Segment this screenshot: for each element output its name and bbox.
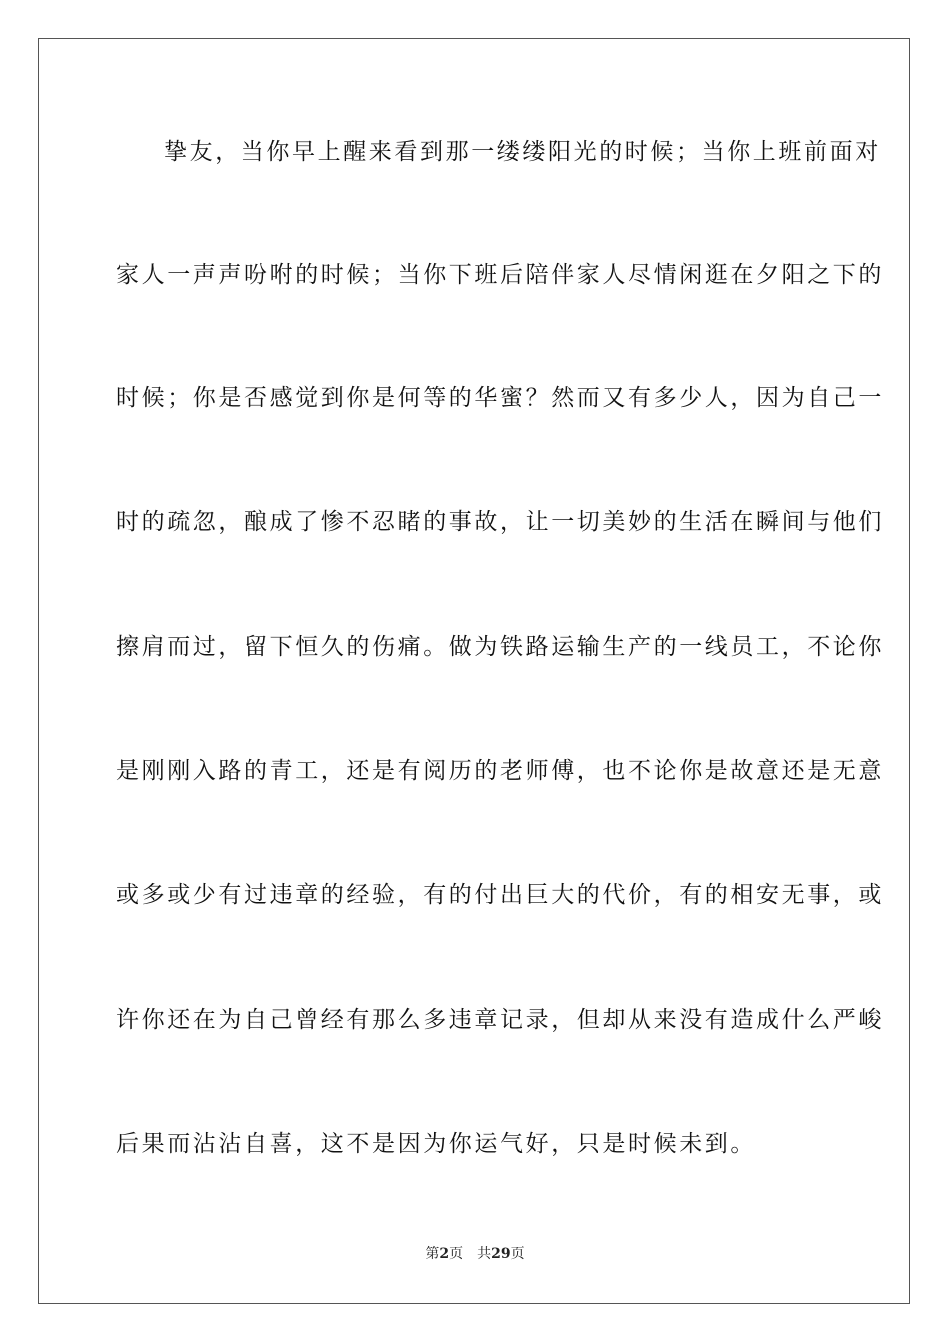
page-frame	[38, 38, 910, 1304]
total-prefix: 共	[477, 1246, 492, 1262]
text-line: 许你还在为自己曾经有那么多违章记录，但却从来没有造成什么严峻	[116, 1007, 884, 1033]
text-line: 是刚刚入路的青工，还是有阅历的老师傅，也不论你是故意还是无意	[116, 758, 884, 784]
text-line: 时候；你是否感觉到你是何等的华蜜？然而又有多少人，因为自己一	[116, 385, 884, 411]
total-suffix: 页	[510, 1246, 525, 1262]
text-line: 家人一声声吩咐的时候；当你下班后陪伴家人尽情闲逛在夕阳之下的	[116, 262, 884, 288]
page-prefix: 第	[425, 1246, 440, 1262]
page-suffix: 页	[449, 1246, 464, 1262]
text-line: 时的疏忽，酿成了惨不忍睹的事故，让一切美妙的生活在瞬间与他们	[116, 509, 884, 535]
text-line: 后果而沾沾自喜，这不是因为你运气好，只是时候未到。	[116, 1131, 756, 1157]
current-page-number: 2	[439, 1246, 450, 1262]
total-pages-number: 29	[491, 1246, 511, 1262]
page-footer	[0, 1244, 950, 1264]
text-line: 挚友，当你早上醒来看到那一缕缕阳光的时候；当你上班前面对	[164, 139, 881, 165]
text-line: 擦肩而过，留下恒久的伤痛。做为铁路运输生产的一线员工，不论你	[116, 634, 884, 660]
text-line: 或多或少有过违章的经验，有的付出巨大的代价，有的相安无事，或	[116, 882, 884, 908]
